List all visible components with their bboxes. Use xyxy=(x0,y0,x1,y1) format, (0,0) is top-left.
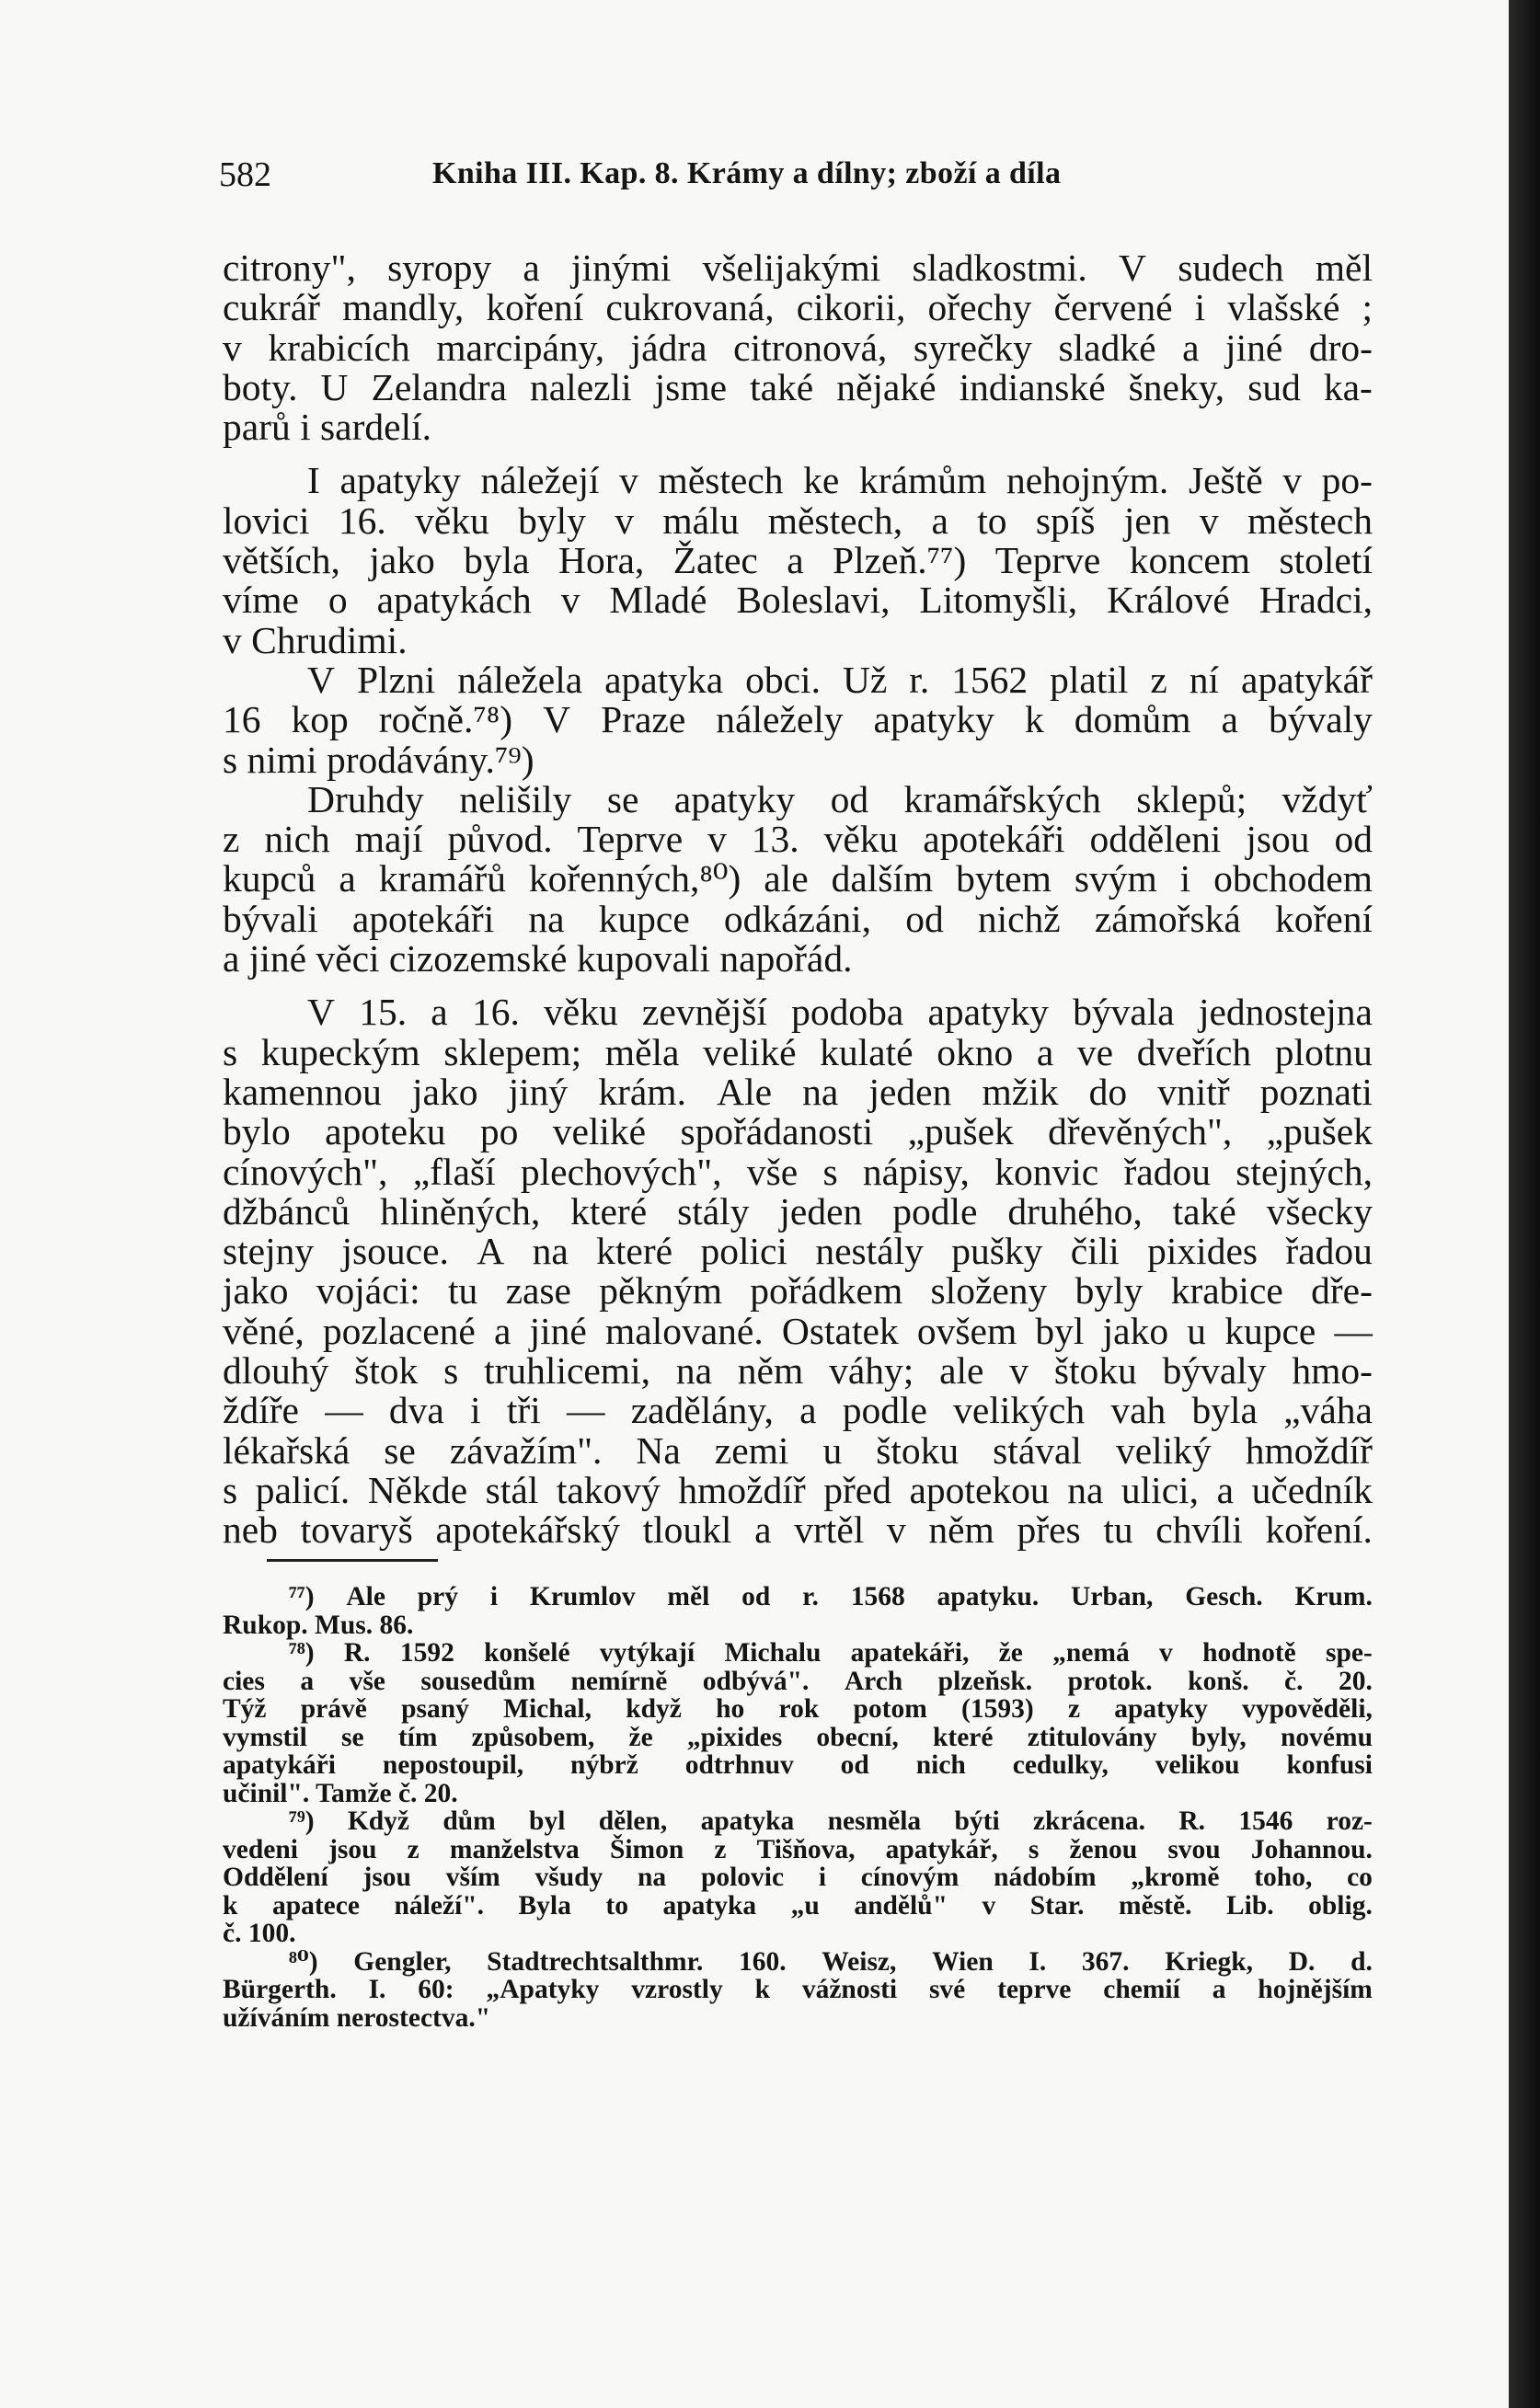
text-line: lékařská se závažím". Na zemi u štoku stával veliký hmoždíř xyxy=(223,1428,1373,1472)
page-header xyxy=(219,153,1373,197)
footnote-line: k apatece náleží". Byla to apatyka „u andělů" v Star. městě. Lib. oblig. xyxy=(223,1890,1373,1921)
footnote-line: vymstil se tím způsobem, že „pixides obecní, které ztitulovány byly, novému xyxy=(223,1722,1373,1752)
text-line: cukrář mandly, koření cukrovaná, cikorii, ořechy červené i vlašské ; xyxy=(223,286,1373,329)
footnote-line: ⁸⁰) Gengler, Stadtrechtsalthmr. 160. Weisz, Wien I. 367. Kriegk, D. d. xyxy=(289,1946,1373,1977)
text-line: ždíře — dva i tři — zadělány, a podle velikých vah byla „váha xyxy=(223,1389,1373,1432)
text-line: s nimi prodávány.⁷⁹) xyxy=(223,738,534,781)
text-line: z nich mají původ. Teprve v 13. věku apotekáři odděleni jsou od xyxy=(223,818,1373,861)
footnote-line: vedeni jsou z manželstva Šimon z Tišňova, apatykář, s ženou svou Johannou. xyxy=(223,1834,1373,1864)
text-line: kamennou jako jiný krám. Ale na jeden mžik do vnitř poznati xyxy=(223,1070,1373,1113)
text-line: v Chrudimi. xyxy=(223,618,408,661)
text-line: s palicí. Někde stál takový hmoždíř před apotekou na ulici, a učedník xyxy=(223,1468,1373,1511)
text-line: cínových", „flaší plechových", vše s nápisy, konvic řadou stejných, xyxy=(223,1150,1373,1193)
footnotes xyxy=(223,1583,1373,2032)
text-line: věné, pozlacené a jiné malované. Ostatek ovšem byl jako u kupce — xyxy=(223,1309,1373,1352)
text-line: V 15. a 16. věku zevnější podoba apatyky bývala jednostejna xyxy=(307,991,1373,1034)
text-line: bylo apoteku po veliké spořádanosti „pušek dřevěných", „pušek xyxy=(223,1110,1373,1153)
footnote-line: Oddělení jsou vším všudy na polovic i cínovým nádobím „kromě toho, co xyxy=(223,1863,1373,1892)
text-line: jako vojáci: tu zase pěkným pořádkem složeny byly krabice dře- xyxy=(223,1269,1373,1313)
main-text xyxy=(223,248,1373,1551)
text-line: V Plzni náležela apatyka obci. Už r. 1562 platil z ní apatykář xyxy=(307,658,1373,701)
scan-edge xyxy=(1509,0,1540,2408)
page-number: 582 xyxy=(219,155,271,194)
text-line: a jiné věci cizozemské kupovali napořád. xyxy=(223,937,853,980)
text-line: parů i sardelí. xyxy=(223,406,432,449)
footnote-line: ⁷⁸) R. 1592 konšelé vytýkají Michalu apatekáři, že „nemá v hodnotě spe- xyxy=(289,1638,1373,1668)
footnote-line: Bürgerth. I. 60: „Apatyky vzrostly k vážnosti své teprve chemií a hojnějším xyxy=(223,1975,1373,2004)
text-line: v krabicích marcipány, jádra citronová, syrečky sladké a jiné dro- xyxy=(223,326,1373,369)
footnote-line: cies a vše sousedům nemírně odbývá". Arch plzeňsk. protok. konš. č. 20. xyxy=(223,1666,1373,1696)
text-line: citrony", syropy a jinými všelijakými sladkostmi. V sudech měl xyxy=(223,247,1373,289)
text-line: lovici 16. věku byly v málu městech, a to spíš jen v městech xyxy=(223,499,1373,542)
footnote-line: učinil". Tamže č. 20. xyxy=(223,1778,458,1808)
footnote-line: Rukop. Mus. 86. xyxy=(223,1610,414,1640)
text-line: víme o apatykách v Mladé Boleslavi, Litomyšli, Králové Hradci, xyxy=(223,579,1373,622)
footnote-line: č. 100. xyxy=(223,1919,296,1948)
text-line: neb tovaryš apotekářský tloukl a vrtěl v něm přes tu chvíli koření. xyxy=(223,1508,1373,1552)
text-line: Druhdy nelišily se apatyky od kramářských sklepů; vždyť xyxy=(307,777,1373,820)
text-line: dlouhý štok s truhlicemi, na něm váhy; ale v štoku bývaly hmo- xyxy=(223,1349,1373,1393)
text-line: džbánců hliněných, které stály jeden podle druhého, také všecky xyxy=(223,1189,1373,1233)
text-line: stejny jsouce. A na které polici nestály pušky čili pixides řadou xyxy=(223,1230,1373,1273)
footnote-line: ⁷⁹) Když dům byl dělen, apatyka nesměla býti zkrácena. R. 1546 roz- xyxy=(289,1806,1373,1836)
text-line: bývali apotekáři na kupce odkázáni, od nichž zámořská koření xyxy=(223,897,1373,940)
text-line: větších, jako byla Hora, Žatec a Plzeň.⁷⁷) Teprve koncem století xyxy=(223,539,1373,582)
text-line: I apatyky náležejí v městech ke krámům nehojným. Ještě v po- xyxy=(307,459,1373,502)
text-line: s kupeckým sklepem; měla veliké kulaté okno a ve dveřích plotnu xyxy=(223,1030,1373,1073)
footnote-line: apatykáři nepostoupil, nýbrž odtrhnuv od nich cedulky, velikou konfusi xyxy=(223,1750,1373,1780)
footnote-line: Týž právě psaný Michal, když ho rok potom (1593) z apatyky vypověděli, xyxy=(223,1694,1373,1724)
footnote-line: užíváním nerostectva." xyxy=(223,2002,491,2033)
text-line: boty. U Zelandra nalezli jsme také nějaké indianské šneky, sud ka- xyxy=(223,365,1373,408)
text-line: 16 kop ročně.⁷⁸) V Praze náležely apatyky k domům a bývaly xyxy=(223,698,1373,741)
running-head: Kniha III. Kap. 8. Krámy a dílny; zboží a díla xyxy=(432,156,1062,190)
text-line: kupců a kramářů kořenných,⁸⁰) ale dalším bytem svým i obchodem xyxy=(223,857,1373,900)
footnote-separator xyxy=(267,1559,438,1562)
footnote-line: ⁷⁷) Ale prý i Krumlov měl od r. 1568 apatyku. Urban, Gesch. Krum. xyxy=(289,1582,1373,1611)
